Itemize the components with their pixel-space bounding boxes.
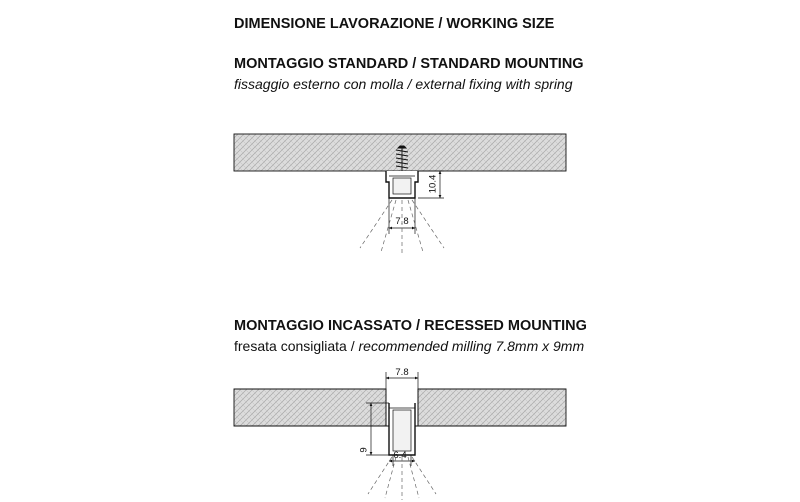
standard-mounting-title: MONTAGGIO STANDARD / STANDARD MOUNTING — [234, 56, 584, 72]
recessed-subtitle-plain: fresata consigliata / — [234, 338, 359, 354]
page-title: DIMENSIONE LAVORAZIONE / WORKING SIZE — [234, 16, 555, 32]
standard-profile — [386, 171, 418, 198]
recessed-top-width-label: 7.8 — [395, 367, 409, 378]
standard-board — [234, 134, 566, 171]
recessed-mounting-title: MONTAGGIO INCASSATO / RECESSED MOUNTING — [234, 318, 587, 334]
standard-width-label: 7.8 — [395, 216, 409, 227]
recessed-profile — [389, 403, 415, 455]
standard-height-label: 10.4 — [427, 174, 439, 194]
recessed-subtitle-italic: recommended milling 7.8mm x 9mm — [358, 338, 585, 354]
recessed-bottom-width-label: 6.4 — [393, 450, 407, 461]
standard-mounting-subtitle: fissaggio esterno con molla / external fixing with spring — [234, 76, 573, 92]
recessed-depth-label: 9 — [358, 447, 370, 453]
standard-light-beams — [360, 200, 444, 254]
recessed-light-beams — [368, 457, 436, 500]
